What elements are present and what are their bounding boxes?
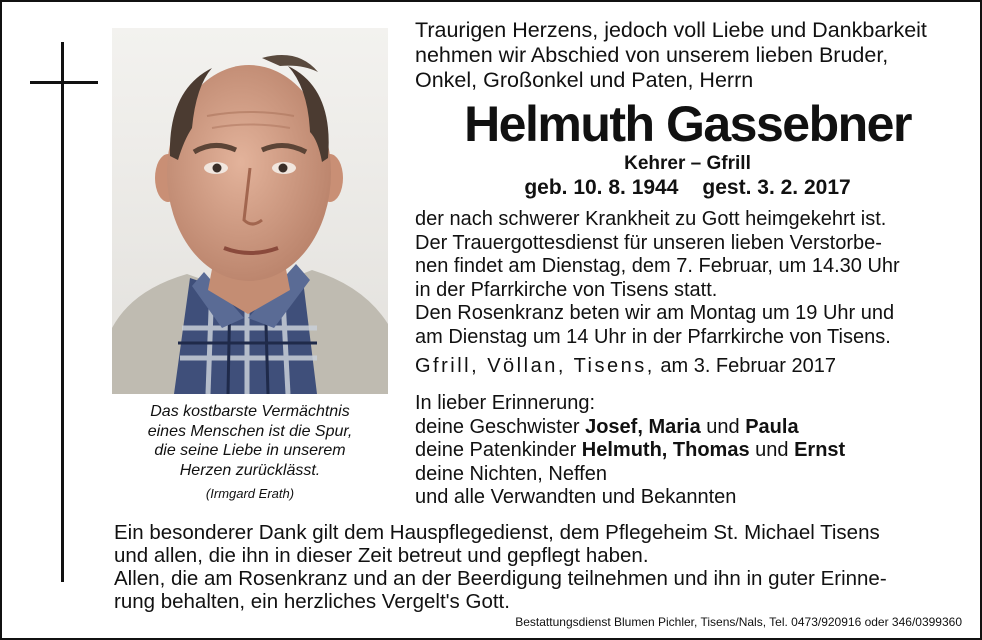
quote-author: (Irmgard Erath) — [205, 486, 295, 501]
deceased-name: Helmuth Gassebner — [464, 96, 911, 152]
sibling-name: Maria — [648, 415, 701, 438]
godchild-name: Ernst — [794, 439, 846, 461]
remembrance-heading: In lieber Erinnerung: — [415, 392, 596, 414]
body-line: am Dienstag um 14 Uhr in der Pfarrkirche von Tisens. — [415, 325, 891, 348]
quote-line: Das kostbarste Vermächtnis — [150, 403, 350, 420]
cross-horizontal-bar — [30, 81, 98, 84]
quote-line: die seine Liebe in unserem — [154, 442, 346, 459]
funeral-home-credit: Bestattungsdienst Blumen Pichler, Tisens/Nals, Tel. 0473/920916 oder 346/0399360 — [515, 615, 962, 629]
thanks-line: Ein besonderer Dank gilt dem Hauspflegedienst, dem Pflegeheim St. Michael Tisens — [114, 521, 880, 544]
nieces-line: deine Nichten, Neffen — [415, 462, 607, 485]
portrait-photo — [112, 28, 388, 394]
intro-text — [415, 18, 960, 93]
siblings-prefix: deine Geschwister — [415, 415, 580, 438]
cross-vertical-bar — [61, 42, 64, 582]
quote-line: Herzen zurücklässt. — [179, 461, 321, 479]
sibling-name: Josef, — [585, 415, 643, 438]
service-details — [415, 208, 960, 349]
godchildren-line — [415, 439, 960, 463]
body-line: Der Trauergottesdienst für unseren lieben Verstorbe- — [415, 231, 882, 254]
death-date: gest. 3. 2. 2017 — [702, 176, 851, 199]
godchildren-prefix: deine Patenkinder — [415, 439, 577, 461]
thanks-line: und allen, die ihn in dieser Zeit betreut und gepflegt haben. — [114, 544, 649, 567]
birth-date: geb. 10. 8. 1944 — [524, 176, 679, 199]
intro-line: Traurigen Herzens, jedoch voll Liebe und Dankbarkeit — [415, 18, 927, 42]
intro-line: Onkel, Großonkel und Paten, Herrn — [415, 68, 754, 92]
siblings-line — [415, 416, 960, 440]
body-line: in der Pfarrkirche von Tisens statt. — [415, 278, 718, 301]
sibling-name: Paula — [745, 415, 799, 438]
conjunction: und — [706, 415, 740, 438]
godchild-name: Helmuth, Thomas — [581, 439, 750, 461]
house-name: Kehrer – Gfrill — [624, 153, 751, 174]
thanks-text — [114, 521, 964, 613]
place-location: Gfrill, Völlan, Tisens, — [415, 355, 655, 377]
thanks-line: rung behalten, ein herzliches Vergelt's Gott. — [114, 590, 510, 613]
place-and-date — [415, 354, 960, 378]
thanks-line: Allen, die am Rosenkranz und an der Beerdigung teilnehmen und ihn in guter Erinne- — [114, 567, 887, 590]
body-line: nen findet am Dienstag, dem 7. Februar, um 14.30 Uhr — [415, 255, 900, 277]
conjunction: und — [755, 439, 789, 461]
notice-date: am 3. Februar 2017 — [660, 355, 837, 377]
memorial-quote — [112, 402, 388, 504]
body-line: Den Rosenkranz beten wir am Montag um 19 Uhr und — [415, 302, 895, 324]
body-line: der nach schwerer Krankheit zu Gott heimgekehrt ist. — [415, 208, 887, 230]
intro-line: nehmen wir Abschied von unserem lieben Bruder, — [415, 43, 889, 67]
remembrance-list — [415, 392, 960, 510]
quote-line: eines Menschen ist die Spur, — [147, 422, 353, 440]
life-dates — [415, 175, 960, 200]
relatives-line: und alle Verwandten und Bekannten — [415, 486, 737, 508]
portrait-illustration — [112, 28, 388, 394]
